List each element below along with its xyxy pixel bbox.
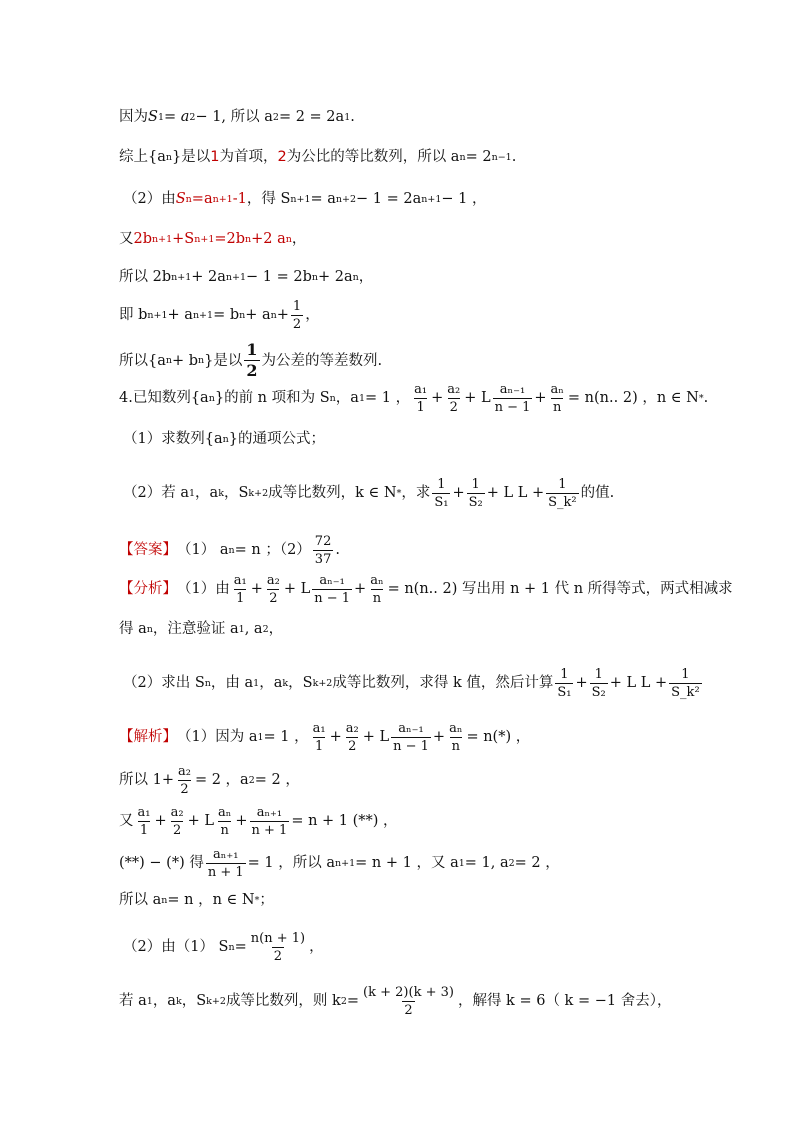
math-sub: k bbox=[218, 487, 224, 499]
text: }的前 n 项和为 S bbox=[214, 390, 330, 407]
text: + bbox=[354, 581, 367, 598]
text: + bbox=[154, 813, 167, 830]
text: 若 a bbox=[119, 993, 147, 1010]
highlight-math: 2b bbox=[133, 231, 153, 247]
math-sub: n+1 bbox=[225, 271, 247, 283]
text: 所以 1+ bbox=[119, 772, 174, 789]
text: }是以 bbox=[172, 149, 211, 165]
fraction: $\frac{\text{aₙ}}{n}$ bbox=[550, 382, 564, 415]
highlight-sub: n+1 bbox=[212, 193, 233, 205]
text: ， bbox=[291, 231, 307, 247]
text: 因为 bbox=[119, 109, 148, 125]
highlight-math: +S bbox=[172, 231, 195, 247]
text-line-7 bbox=[119, 342, 382, 380]
text: ，S bbox=[288, 675, 313, 692]
fraction: $\frac{\text{aₙ}}{n}$ bbox=[217, 805, 232, 838]
text: = a bbox=[310, 191, 336, 207]
text: = n(n.. 2) ，n ∈ N bbox=[567, 390, 699, 407]
analysis-tag: 【分析】 bbox=[119, 581, 177, 598]
text: 成等比数列，求得 k 值，然后计算 bbox=[332, 675, 554, 692]
math-sub: k+2 bbox=[312, 677, 333, 689]
text: ，a bbox=[335, 390, 359, 407]
text: = 1 ， bbox=[263, 729, 309, 746]
math-sub: n bbox=[352, 271, 359, 283]
text: = n ；（2） bbox=[234, 542, 311, 559]
highlight-math: =a bbox=[191, 191, 213, 207]
math-sup: * bbox=[254, 894, 260, 906]
math-sub: k bbox=[175, 995, 182, 1007]
highlight-math: S bbox=[175, 191, 186, 207]
text: + L L + bbox=[609, 675, 668, 692]
highlight-sub: n+1 bbox=[194, 233, 215, 245]
highlight-math: +2 a bbox=[251, 231, 286, 247]
text: , a bbox=[244, 621, 263, 637]
fraction: $\frac{1}{\text{S₂}}$ bbox=[591, 667, 606, 700]
math-sub: n bbox=[228, 544, 235, 556]
math: = a bbox=[163, 109, 190, 125]
text: . bbox=[350, 109, 355, 125]
text: 又 bbox=[119, 231, 134, 247]
math-sub: n bbox=[161, 894, 168, 906]
math-sub: 1 bbox=[157, 111, 164, 123]
text: = n + 1 ，又 a bbox=[355, 855, 459, 872]
text: (**) − (*) 得 bbox=[119, 855, 204, 872]
text: （1）求数列{a bbox=[123, 431, 223, 447]
text: ， bbox=[358, 269, 374, 285]
text: + L bbox=[464, 390, 491, 407]
text: ； bbox=[259, 892, 274, 908]
text: + bbox=[432, 729, 446, 746]
text: 的值. bbox=[580, 485, 615, 502]
math-sub: n bbox=[311, 271, 318, 283]
math-sub: n bbox=[165, 151, 172, 163]
text: ，注意验证 a bbox=[152, 621, 239, 637]
text: + a bbox=[167, 307, 193, 324]
text: + bbox=[431, 390, 444, 407]
text-line-10 bbox=[123, 478, 614, 509]
math-sub: n+1 bbox=[335, 857, 356, 869]
text: + bbox=[250, 581, 263, 598]
text: = 2 ，a bbox=[194, 772, 249, 789]
text-line-21 bbox=[119, 986, 671, 1017]
math-sub: 2 bbox=[189, 111, 196, 123]
math-sub: n+1 bbox=[290, 193, 311, 205]
text: + L L + bbox=[486, 485, 545, 502]
fraction: $\frac{\text{a₁}}{1}$ bbox=[137, 805, 151, 838]
math-sub: k+2 bbox=[248, 487, 269, 499]
fraction: $\frac{\text{aₙ₋₁}}{n - 1}$ bbox=[393, 721, 429, 754]
text: （2）由 bbox=[123, 191, 176, 207]
solution-line bbox=[119, 722, 530, 753]
text: − 1 = 2a bbox=[356, 191, 422, 207]
solution-tag: 【解析】 bbox=[119, 729, 177, 746]
text: 即 b bbox=[119, 307, 148, 324]
text: + bbox=[329, 729, 342, 746]
text: 所以 2b bbox=[119, 269, 172, 285]
text-line-2 bbox=[119, 150, 516, 165]
fraction: $\frac{\text{a₁}}{1}$ bbox=[414, 382, 428, 415]
text-line-14 bbox=[123, 668, 704, 699]
fraction: $\frac{\text{aₙ₊₁}}{n + 1}$ bbox=[207, 847, 244, 880]
fraction: $\frac{n(n + 1)}{2}$ bbox=[250, 931, 306, 964]
text-line-5 bbox=[119, 270, 373, 285]
text: + L bbox=[362, 729, 390, 746]
text: ，得 S bbox=[246, 191, 291, 207]
text: 4.已知数列{a bbox=[119, 390, 209, 407]
text-line-3 bbox=[123, 192, 487, 207]
text: 综上{a bbox=[119, 149, 166, 165]
fraction: $\frac{\text{a₂}}{2}$ bbox=[447, 382, 461, 415]
math: S bbox=[148, 109, 158, 125]
text: （2）求出 S bbox=[123, 675, 205, 692]
text: − 1 = 2b bbox=[246, 269, 312, 285]
text: + L bbox=[187, 813, 214, 830]
fraction: $\frac{1}{\text{S₁}}$ bbox=[434, 477, 449, 510]
math-sub: 2 bbox=[262, 623, 269, 635]
math-sup: * bbox=[396, 487, 402, 499]
text: . bbox=[703, 390, 709, 407]
text: （1） a bbox=[177, 542, 229, 559]
text: + b bbox=[172, 352, 199, 369]
text: + bbox=[575, 675, 588, 692]
text: ，a bbox=[259, 675, 283, 692]
text: . bbox=[511, 149, 517, 165]
text: ，S bbox=[223, 485, 249, 502]
highlight-sub: n+1 bbox=[152, 233, 173, 245]
text: − 1, 所以 a bbox=[195, 109, 273, 125]
fraction: $\frac{1}{\text{S\_k²}}$ bbox=[548, 477, 577, 510]
math-sub: n bbox=[239, 309, 246, 321]
fraction: $\frac{1}{\text{S₁}}$ bbox=[557, 667, 572, 700]
text-line-4 bbox=[119, 232, 306, 247]
text-line-16 bbox=[119, 765, 300, 796]
text: = 2 = 2a bbox=[278, 109, 345, 125]
math-sub: n bbox=[204, 677, 211, 689]
math-sub: n bbox=[222, 433, 229, 445]
answer-tag: 【答案】 bbox=[119, 542, 177, 559]
math-sub: n+2 bbox=[335, 193, 357, 205]
text: + bbox=[235, 813, 248, 830]
highlight-text: 1 bbox=[210, 149, 220, 165]
math-sup: * bbox=[698, 392, 704, 404]
text: = 1 ，所以 a bbox=[247, 855, 336, 872]
text: = bbox=[234, 939, 247, 956]
text: 成等比数列，k ∈ N bbox=[268, 485, 397, 502]
text: + 2a bbox=[318, 269, 353, 285]
fraction: $\frac{\text{aₙ}}{n}$ bbox=[449, 721, 463, 754]
fraction: $\frac{72}{37}$ bbox=[314, 534, 332, 567]
math-sub: n bbox=[146, 623, 153, 635]
math-sub: 2 bbox=[508, 857, 515, 869]
highlight-math: -1 bbox=[232, 191, 247, 207]
math-sub: 1 bbox=[238, 623, 245, 635]
text: 所以{a bbox=[119, 352, 166, 369]
text: ， bbox=[309, 939, 324, 956]
text: }的通项公式； bbox=[228, 431, 325, 447]
text: （2）由（1） S bbox=[123, 939, 229, 956]
text: ，求 bbox=[401, 485, 431, 502]
text: + 2a bbox=[191, 269, 226, 285]
math-sub: 1 bbox=[458, 857, 465, 869]
fraction: $\frac{\text{aₙ₊₁}}{n + 1}$ bbox=[251, 805, 288, 838]
math-sub: n bbox=[459, 151, 466, 163]
math-sub: 1 bbox=[188, 487, 196, 499]
text-line-17 bbox=[119, 806, 398, 837]
fraction: $\frac{(k + 2)(k + 3)}{2}$ bbox=[363, 985, 454, 1018]
highlight-sub: n bbox=[285, 233, 292, 245]
math-sub: k bbox=[282, 677, 289, 689]
text-line-20 bbox=[123, 932, 324, 963]
text: ，解得 k = 6（ k = −1 舍去）， bbox=[457, 993, 672, 1010]
text: ，a bbox=[152, 993, 176, 1010]
highlight-sub: n bbox=[185, 193, 192, 205]
math-sub: n bbox=[228, 941, 235, 953]
highlight-math: =2b bbox=[214, 231, 246, 247]
text: = n(n.. 2) 写出用 n + 1 代 n 所得等式，两式相减求 bbox=[387, 581, 733, 598]
text: ，a bbox=[195, 485, 219, 502]
text: （1）因为 a bbox=[177, 729, 258, 746]
text: = b bbox=[213, 307, 240, 324]
text: = 1 ， bbox=[365, 390, 411, 407]
math-sub: 1 bbox=[344, 111, 351, 123]
text: 为公差的等差数列. bbox=[261, 352, 383, 369]
fraction: $\frac{\text{a₂}}{2}$ bbox=[345, 721, 359, 754]
math-sub: 2 bbox=[272, 111, 279, 123]
math-sub: n+1 bbox=[171, 271, 192, 283]
text: 又 bbox=[119, 813, 134, 830]
text: + a bbox=[245, 307, 271, 324]
highlight-sub: n bbox=[245, 233, 252, 245]
text: 所以 a bbox=[119, 892, 162, 908]
fraction: $\frac{1}{2}$ bbox=[292, 299, 302, 332]
text: ， bbox=[268, 621, 284, 637]
math-sub: 2 bbox=[248, 774, 255, 786]
text: . bbox=[335, 542, 340, 559]
text: 为公比的等比数列，所以 a bbox=[286, 149, 460, 165]
text: = 2 bbox=[465, 149, 492, 165]
fraction: $\frac{1}{\text{S₂}}$ bbox=[468, 477, 483, 510]
math-sub: 1 bbox=[146, 995, 153, 1007]
text-line-13 bbox=[119, 622, 283, 637]
analysis-line bbox=[119, 574, 733, 605]
text: = n + 1 (**) ， bbox=[291, 813, 398, 830]
text: 得 a bbox=[119, 621, 147, 637]
fraction: $\frac{\text{aₙ₋₁}}{n - 1}$ bbox=[314, 573, 351, 606]
answer-line bbox=[119, 535, 340, 566]
text: = bbox=[346, 993, 360, 1010]
fraction: $\frac{\text{a₂}}{2}$ bbox=[266, 573, 280, 606]
text: 成等比数列，则 k bbox=[225, 993, 341, 1010]
fraction: $\frac{1}{\text{S\_k²}}$ bbox=[671, 667, 700, 700]
text: + bbox=[276, 307, 289, 324]
fraction: $\frac{\text{a₂}}{2}$ bbox=[177, 764, 191, 797]
text: （2）若 a bbox=[123, 485, 189, 502]
fraction: $\frac{\text{a₁}}{1}$ bbox=[233, 573, 247, 606]
text-line-6 bbox=[119, 300, 320, 331]
text: = n(*) ， bbox=[466, 729, 531, 746]
fraction: $\frac{\text{aₙ₋₁}}{n - 1}$ bbox=[494, 382, 531, 415]
text: + bbox=[452, 485, 465, 502]
text: − 1 ， bbox=[441, 191, 487, 207]
text-line-9 bbox=[123, 432, 325, 447]
highlight-text: 2 bbox=[277, 149, 287, 165]
text: 为首项， bbox=[219, 149, 278, 165]
math-sub: n+1 bbox=[421, 193, 442, 205]
text: ，由 a bbox=[210, 675, 254, 692]
text: + bbox=[534, 390, 547, 407]
text: + L bbox=[283, 581, 311, 598]
math-sub: 1 bbox=[358, 392, 365, 404]
text-line-18 bbox=[119, 848, 560, 879]
text: （1）由 bbox=[177, 581, 230, 598]
math-sub: n bbox=[198, 355, 205, 367]
math-sub: n bbox=[270, 309, 277, 321]
math-sub: n bbox=[329, 392, 336, 404]
text-line-19 bbox=[119, 893, 274, 908]
math-sup: n−1 bbox=[491, 151, 512, 163]
text: = 2 ， bbox=[254, 772, 300, 789]
text: = 2 ， bbox=[514, 855, 560, 872]
math-sub: n+1 bbox=[192, 309, 214, 321]
math-sub: n bbox=[208, 392, 215, 404]
text: = 1, a bbox=[464, 855, 509, 872]
fraction: $\frac{\text{a₂}}{2}$ bbox=[170, 805, 184, 838]
text: ，S bbox=[181, 993, 207, 1010]
text: ， bbox=[305, 307, 320, 324]
math-sub: n+1 bbox=[147, 309, 168, 321]
fraction: $\frac{1}{2}$ bbox=[246, 340, 258, 380]
math-sup: 2 bbox=[340, 995, 347, 1007]
fraction: $\frac{\text{a₁}}{1}$ bbox=[312, 721, 326, 754]
text: = n ，n ∈ N bbox=[167, 892, 255, 908]
text-line-1 bbox=[119, 110, 355, 125]
math-sub: k+2 bbox=[206, 995, 226, 1007]
math-sub: 1 bbox=[257, 731, 264, 743]
text-line-8 bbox=[119, 383, 708, 414]
fraction: $\frac{\text{aₙ}}{n}$ bbox=[370, 573, 384, 606]
math-sub: 1 bbox=[253, 677, 260, 689]
math-sub: n bbox=[165, 355, 172, 367]
text: }是以 bbox=[204, 352, 243, 369]
